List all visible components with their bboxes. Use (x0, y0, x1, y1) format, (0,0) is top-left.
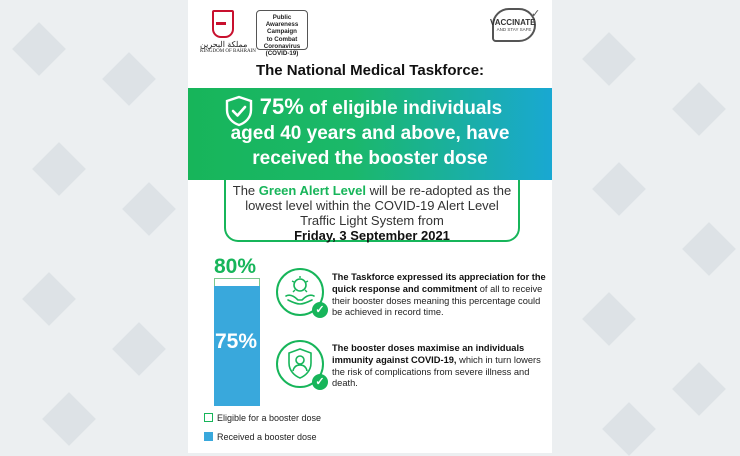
info-1-bold: The Taskforce expressed its appreciation for the quick response and commitment (332, 272, 546, 294)
legend-received (204, 432, 317, 442)
shield-check-icon (224, 95, 254, 127)
campaign-line: to Combat (266, 35, 298, 43)
logo-arabic-text: مملكة البحرين (200, 40, 248, 49)
alert-pre-text: The (232, 183, 259, 198)
alert-level-name: Green Alert Level (258, 183, 366, 198)
bahrain-logo (200, 10, 256, 54)
alert-body-text: will be re-adopted as the lowest level within the COVID-19 Alert Level Traffic Light System from (245, 183, 512, 228)
bahrain-emblem-icon (212, 10, 234, 38)
campaign-line: (COVID-19) (265, 50, 299, 58)
logo-english-text: KINGDOM OF BAHRAIN (200, 49, 256, 54)
eligible-percentage-label: 80% (214, 255, 257, 278)
legend-eligible-label: Eligible for a booster dose (217, 413, 322, 423)
vaccinate-title: VACCINATE (490, 18, 536, 27)
info-paragraph-2 (332, 343, 546, 390)
legend-eligible (204, 413, 321, 423)
received-percentage-label: 75% (215, 330, 258, 353)
info-2-bold: The booster doses maximise an individuals immunity against COVID-19, (332, 343, 525, 365)
info-1-text: of all to receive their booster doses meaning this percentage could be achieved in record time. (332, 283, 543, 318)
info-paragraph-1 (332, 272, 546, 319)
legend-swatch-received (204, 432, 213, 441)
banner-line-1-text: of eligible individuals (303, 98, 503, 119)
infographic-poster (188, 0, 552, 453)
alert-date: Friday, 3 September 2021 (294, 228, 450, 243)
banner-percentage: 75% (259, 94, 304, 119)
campaign-badge (256, 10, 308, 58)
hands-with-virus-icon (276, 268, 324, 316)
banner-line-2: aged 40 years and above, have (230, 123, 510, 144)
check-badge-icon: ✓ (312, 374, 328, 390)
legend-swatch-eligible (204, 413, 213, 422)
campaign-line: Public Awareness (265, 14, 299, 29)
headline-banner (188, 88, 552, 180)
banner-line-3: received the booster dose (252, 148, 488, 169)
check-badge-icon: ✓ (312, 302, 328, 318)
info-2-text: which in turn lowers the risk of complications from severe illness and death. (332, 354, 541, 389)
alert-level-notice (224, 180, 520, 242)
vaccinate-subtitle: AND STAY SAFE (496, 27, 532, 32)
vaccinate-badge (492, 8, 536, 42)
campaign-line: Coronavirus (263, 42, 301, 50)
page-title: The National Medical Taskforce: (255, 62, 485, 79)
campaign-line: Campaign (267, 28, 297, 36)
checkmark-icon: ✓ (531, 8, 541, 20)
shield-person-icon (276, 340, 324, 388)
legend-received-label: Received a booster dose (217, 432, 317, 442)
